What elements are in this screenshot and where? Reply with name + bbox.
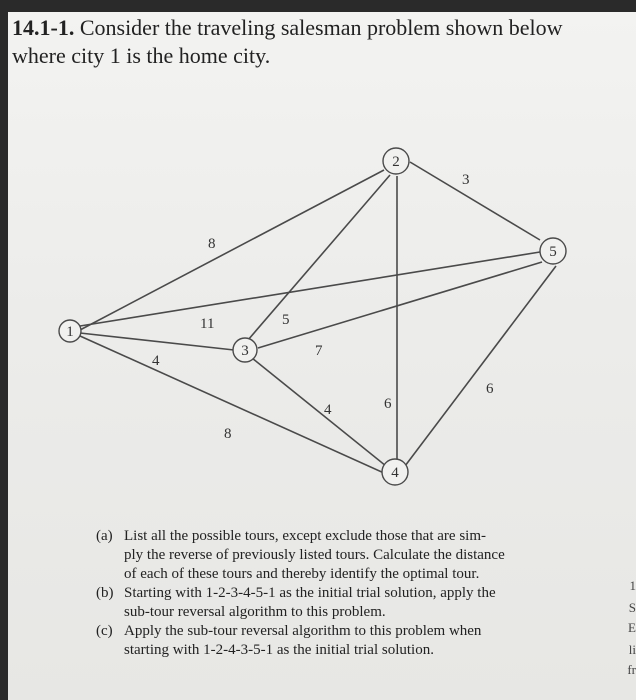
- edge-3-4: [252, 358, 386, 466]
- part-a: [96, 527, 616, 584]
- part-a-tag: (a): [96, 528, 113, 544]
- edge-label-1-4: 8: [224, 426, 232, 442]
- edge-label-1-3: 4: [152, 353, 160, 369]
- problem-text-line1: Consider the traveling salesman problem shown below: [79, 15, 563, 40]
- graph-edges: [80, 162, 556, 473]
- node-5: [540, 238, 566, 264]
- edge-label-4-5: 6: [486, 381, 494, 397]
- adjacent-page-fragment: li: [628, 642, 636, 657]
- edge-distance-labels: [152, 172, 494, 442]
- part-b-line: sub-tour reversal algorithm to this problem.: [124, 604, 386, 620]
- edge-1-3: [80, 333, 234, 350]
- node-3-label: 3: [241, 343, 249, 359]
- part-c-line: Apply the sub-tour reversal algorithm to this problem when: [124, 623, 482, 639]
- node-1-label: 1: [66, 324, 74, 340]
- edge-1-4: [80, 336, 384, 473]
- edge-1-5: [80, 252, 540, 326]
- part-b-tag: (b): [96, 585, 114, 601]
- part-a-line: of each of these tours and thereby identify the optimal tour.: [124, 566, 480, 582]
- adjacent-page-fragment: S: [628, 600, 636, 615]
- edge-1-2: [80, 170, 384, 330]
- part-a-line: ply the reverse of previously listed tours. Calculate the distance: [124, 547, 505, 563]
- part-a-line: List all the possible tours, except exclude those that are sim-: [124, 528, 486, 544]
- part-c: [96, 622, 616, 660]
- question-parts: [96, 527, 616, 660]
- part-b-line: Starting with 1-2-3-4-5-1 as the initial trial solution, apply the: [124, 585, 496, 601]
- edge-label-1-2: 8: [208, 236, 216, 252]
- adjacent-page-fragment: 1: [629, 578, 636, 593]
- edge-2-5: [410, 162, 540, 240]
- node-2-label: 2: [392, 154, 400, 170]
- edge-label-2-4: 6: [384, 396, 392, 412]
- adjacent-page-fragment: E: [628, 620, 636, 635]
- edge-label-1-5: 11: [200, 316, 215, 332]
- node-3: [233, 338, 257, 362]
- node-5-label: 5: [549, 244, 557, 260]
- edge-label-2-5: 3: [462, 172, 470, 188]
- part-b: [96, 584, 616, 622]
- node-4-label: 4: [391, 465, 399, 481]
- node-2: [383, 148, 409, 174]
- part-c-line: starting with 1-2-4-3-5-1 as the initial trial solution.: [124, 642, 434, 658]
- edge-label-3-5: 7: [315, 343, 323, 359]
- edge-label-2-3: 5: [282, 312, 290, 328]
- node-1: [59, 320, 81, 342]
- adjacent-page-fragment: fr: [627, 662, 636, 677]
- part-c-tag: (c): [96, 623, 113, 639]
- problem-text-line2: where city 1 is the home city.: [12, 43, 271, 68]
- problem-number: 14.1-1.: [12, 15, 75, 40]
- edge-label-3-4: 4: [324, 402, 332, 418]
- node-4: [382, 459, 408, 485]
